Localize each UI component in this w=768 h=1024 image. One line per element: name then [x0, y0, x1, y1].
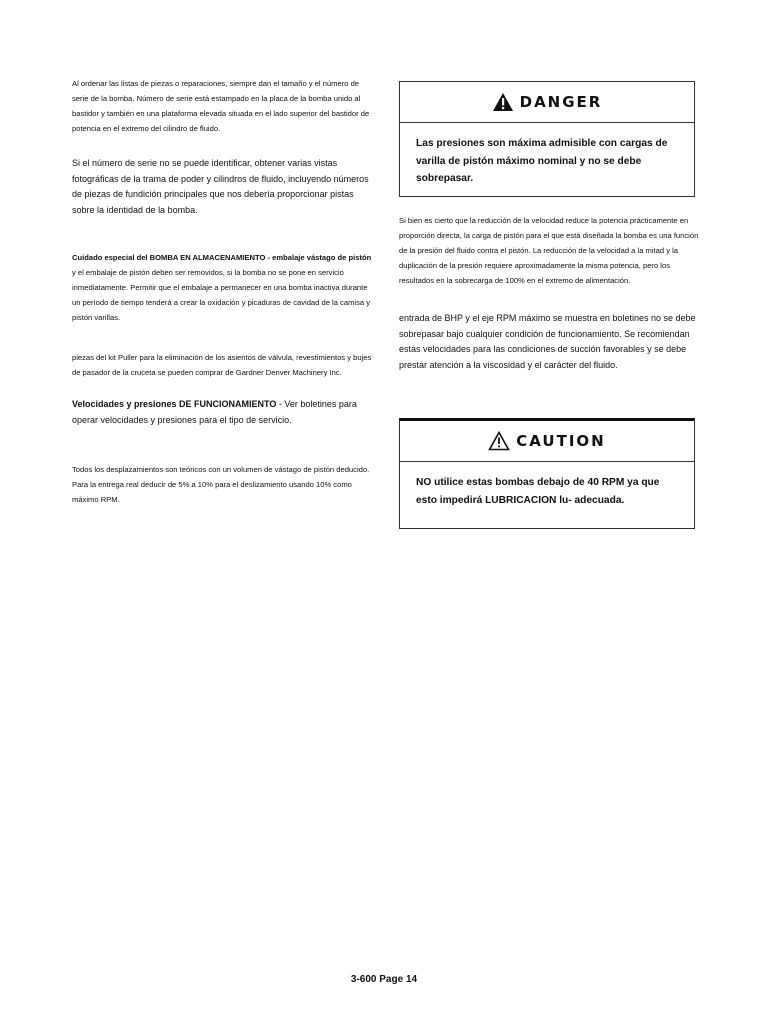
danger-text: Las presiones son máxima admisible con cargas de varilla de pistón máximo nominal y no se debe sobrepasar. [416, 138, 668, 184]
identification-paragraph: Si el número de serie no se puede identificar, obtener varias vistas fotográficas de la trama de poder y cilindros de fluido, incluyendo números de piezas de fundición principales que nos debería proporcionar pistas sobre la identidad de la bomba. [72, 158, 369, 215]
caution-text: NO utilice estas bombas debajo de 40 RPM ya que esto impedirá LUBRICACION lu- adecuada. [416, 477, 660, 506]
danger-header [400, 82, 694, 123]
storage-paragraph [72, 250, 376, 325]
warning-triangle-outline-icon [488, 431, 510, 451]
left-column [72, 76, 376, 507]
page-footer: 3-600 Page 14 [350, 974, 418, 985]
serial-number-paragraph: Al ordenar las listas de piezas o reparaciones, siempre dan el tamaño y el número de serie de la bomba. Número de serie está estampado en la placa de la bomba unido al bastidor y también en una plataforma elevada situada en el lado superior del bastidor de potencia en el extremo del cilindro de fluido. [72, 79, 370, 133]
caution-box [399, 418, 695, 529]
storage-text: y el embalaje de pistón deben ser removidos, si la bomba no se pone en servicio inmediatamente. Permitir que el embalaje a permanecer en una bomba inactiva durante un período de tiempo tenderá a crear la oxidación y picaduras de cavidad de la camisa y pistón varillas. [72, 268, 371, 322]
operating-speeds-paragraph [72, 397, 376, 428]
operating-speeds-text: - Ver boletines para operar velocidades y presiones para el tipo de servicio. [72, 399, 357, 425]
right-column [399, 213, 699, 373]
caution-heading: CAUTION [516, 432, 606, 450]
speed-reduction-paragraph: Si bien es cierto que la reducción de la velocidad reduce la potencia prácticamente en proporción directa, la carga de pistón para el que está diseñada la bomba es una función de la presión del fluido contra el pistón. La reducción de la velocidad a la mitad y la duplicación de la presión requiere aproximadamente la misma potencia, pero los resultados en la sobrecarga de 100% en el extremo de alimentación. [399, 216, 699, 285]
caution-header [400, 421, 694, 462]
operating-speeds-lead: Velocidades y presiones DE FUNCIONAMIENTO [72, 399, 277, 409]
bhp-rpm-paragraph: entrada de BHP y el eje RPM máximo se muestra en boletines no se debe sobrepasar bajo cualquier condición de funcionamiento. Se recomiendan estas velocidades para las condiciones de succión favorables y se debe prestar atención a la viscosidad y el carácter del fluido. [399, 313, 696, 370]
displacement-paragraph: Todos los desplazamientos son teóricos con un volumen de vástago de pistón deducido. Para la entrega real deducir de 5% a 10% para el deslizamiento usando 10% como máximo RPM. [72, 465, 370, 504]
danger-box [399, 81, 695, 197]
storage-lead: Cuidado especial del BOMBA EN ALMACENAMIENTO - embalaje vástago de pistón [72, 253, 372, 262]
danger-heading: DANGER [519, 93, 603, 111]
warning-triangle-filled-icon [492, 92, 514, 112]
puller-kit-paragraph: piezas del kit Puller para la eliminación de los asientos de válvula, revestimientos y bujes de pasador de la cruceta se pueden comprar de Gardner Denver Machinery Inc. [72, 353, 372, 377]
